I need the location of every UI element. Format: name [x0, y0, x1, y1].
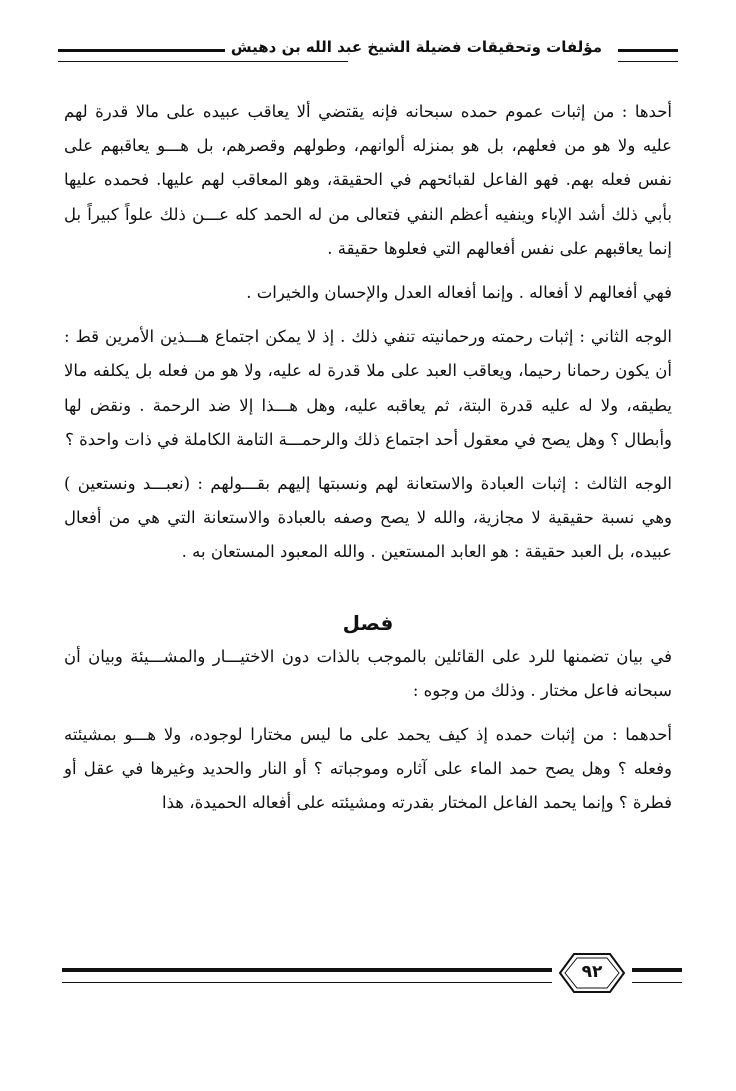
page-number-frame — [558, 952, 626, 994]
page-footer — [62, 950, 682, 1000]
section-heading: فصل — [342, 610, 394, 635]
book-series-title: مؤلفات وتحقيقات فضيلة الشيخ عبد الله بن دهيش — [225, 38, 608, 56]
body-paragraph: أحدها : من إثبات عموم حمده سبحانه فإنه يقتضي ألا يعاقب عبيده على مالا قدرة لهم عليه ولا هو من فعلهم، بل هو بمنزله ألوانهم، وطولهم وقصرهم، بل هـــو يعاقبهم على نفس فعله بهم. فهو الفاعل لقبائحهم في الحقيقة، وهو المعاقب لهم عليها. فحمده عليها بأبي ذلك أشد الإباء وينفيه أعظم النفي فتعالى من له الحمد كله عـــن ذلك علواً كبيراً بل إنما يعاقبهم على نفس أفعالهم التي فعلوها حقيقة . — [64, 102, 672, 258]
body-paragraph: فهي أفعالهم لا أفعاله . وإنما أفعاله العدل والإحسان والخيرات . — [246, 283, 672, 303]
page-number: ٩٢ — [581, 962, 603, 982]
page-header — [58, 38, 678, 66]
footer-rule — [62, 968, 552, 983]
body-paragraph: الوجه الثالث : إثبات العبادة والاستعانة لهم ونسبتها إليهم بقـــولهم : (نعبـــد ونستعين ) وهي نسبة حقيقية لا مجازية، والله لا يصح وصفه بالعبادة والاستعانة التي هي من أفعال عبيده، بل العبد حقيقة : هو العابد المستعين . والله المعبود المستعان به . — [64, 474, 672, 562]
header-rule — [618, 49, 678, 62]
footer-rule — [632, 968, 682, 983]
section-paragraph: أحدهما : من إثبات حمده إذ كيف يحمد على ما ليس مختارا لوجوده، ولا هـــو بمشيئته وفعله ؟ وهل يصح حمد الماء على آثاره وموجباته ؟ أو النار والحديد وغيرها في عقل أو فطرة ؟ وإنما يحمد الفاعل المختار بقدرته ومشيئته على أفعاله الحميدة، هذا — [64, 725, 672, 813]
page-body — [64, 95, 672, 831]
body-paragraph: الوجه الثاني : إثبات رحمته ورحمانيته تنفي ذلك . إذ لا يمكن اجتماع هـــذين الأمرين قط : أن يكون رحمانا رحيما، ويعاقب العبد على ملا قدرة له عليه، ولا هو من فعله بل يكلفه مالا يطيقه، ولا له عليه قدرة البتة، ثم يعاقبه عليه، وهل هـــذا إلا ضد الرحمة . ونقض لها وأبطال ؟ وهل يصح في معقول أحد اجتماع ذلك والرحمـــة التامة الكاملة في ذات واحدة ؟ — [64, 327, 672, 449]
section-paragraph: في بيان تضمنها للرد على القائلين بالموجب بالذات دون الاختيـــار والمشـــيئة وبيان أن سبحانه فاعل مختار . وذلك من وجوه : — [64, 646, 672, 700]
